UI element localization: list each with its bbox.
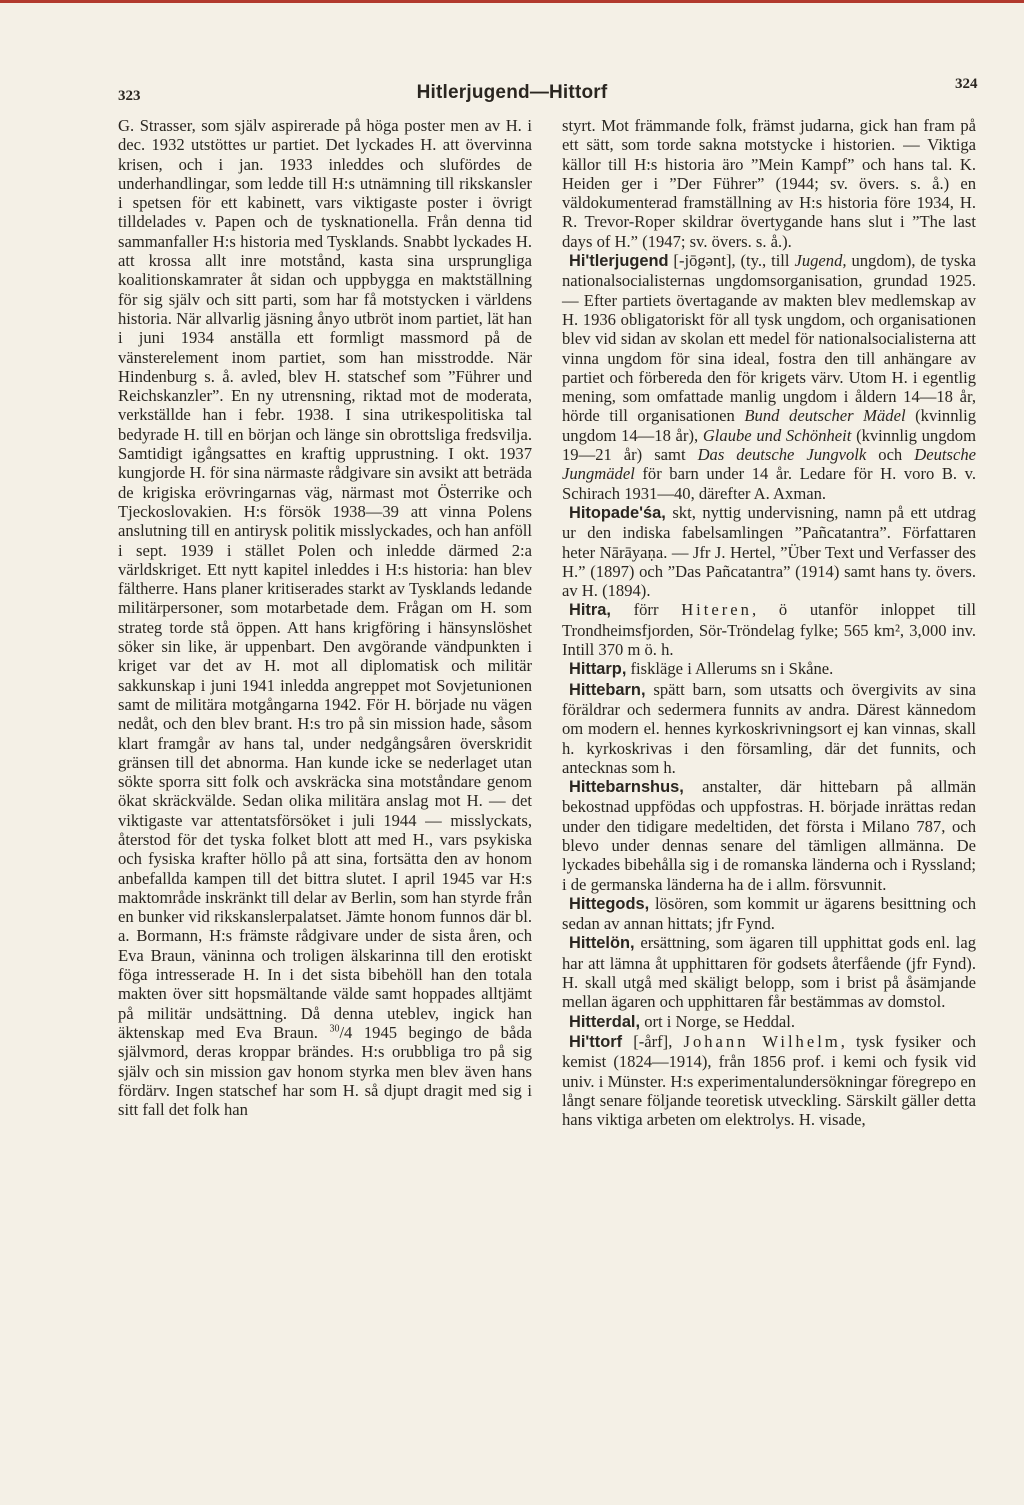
entry-text: [-årf], — [622, 1031, 684, 1051]
entry-italic-text: Jugend, — [794, 251, 847, 271]
entry-text: , tysk fysiker och kemist (1824—1914), från 1856 prof. i kemi och fysik vid univ. i Münster. H:s experimentalundersökningar föregrepo en långt senare följande teoretisk utveckling. Särskilt gäller detta hans viktiga arbeten om elektrolys. H. visade, — [562, 1031, 976, 1130]
dictionary-entry — [562, 933, 976, 1011]
entry-italic-text: Bund deutscher Mädel — [744, 406, 906, 426]
entry-headword: Hittegods, — [569, 894, 650, 913]
entry-italic-text: Glaube und Schönheit — [702, 425, 852, 445]
dictionary-entry — [562, 503, 976, 600]
entry-italic-text: Das deutsche Jungvolk — [697, 445, 867, 465]
dictionary-entry — [562, 777, 976, 894]
entry-headword: Hi'tlerjugend — [569, 252, 669, 271]
entry-text: [-jōgənt], (ty., till — [668, 251, 795, 271]
entry-headword: Hittelön, — [569, 934, 635, 953]
right-column — [562, 116, 976, 1129]
entry-headword: Hittarp, — [569, 660, 627, 679]
entry-text: och — [866, 445, 915, 465]
entry-text: anstalter, där hittebarn på allmän bekostnad uppfödas och uppfostras. H. började inrättas redan under den tidigare medeltiden, det första i Milano 787, och blevo under dennas senare del tämligen allmänna. De lyckades bibehålla sig i de romanska länderna och i Ryssland; i de germanska länderna ha de i allm. försvunnit. — [562, 777, 976, 894]
left-column — [118, 116, 532, 1119]
entry-text: förr — [610, 600, 682, 620]
entry-text: ersättning, som ägaren till upphittat gods enl. lag har att lämna åt upphittaren för godsets återfående (jfr Fynd). H. skall utgå med skäligt belopp, som i brist på åsämjande mellan ägaren och upphittaren får bestämmas av domstol. — [562, 933, 976, 1012]
running-title: Hitlerjugend—Hittorf — [416, 82, 608, 103]
entry-text: (kvinnlig ungdom 19—21 år) samt — [562, 425, 976, 465]
running-header — [0, 76, 1024, 110]
entry-headword: Hittebarn, — [569, 680, 646, 699]
entry-text: skt, nyttig undervisning, namn på ett utdrag ur den indiska fabelsamlingen ”Pañcatantra”. Författaren heter Nārāyaṇa. — Jfr J. Hertel, ”Über Text und Verfasser des H.” (1897) och ”Das Pañcatantra” (1914) samt hans ty. övers. av H. (1894). — [562, 502, 976, 601]
dictionary-entry — [562, 600, 976, 659]
hitler-article-end: styrt. Mot främmande folk, främst judarna, gick han fram på ett sätt, som torde sakna motstycke i historien. — Viktiga källor till H:s historia äro ”Mein Kampf” och hans tal. K. Heiden ger i ”Der Führer” (1944; sv. övers. s. å.) en väldokumenterad framställning av H:s historia före 1934, H. R. Trevor-Roper skildrar övertygande hans slut i ”The last days of H.” (1947; sv. övers. s. å.). — [562, 116, 976, 251]
entry-text: för barn under 14 år. Ledare för H. voro B. v. Schirach 1931—40, därefter A. Axman. — [562, 464, 976, 503]
dictionary-entry — [562, 1012, 976, 1032]
entry-headword: Hitterdal, — [569, 1012, 641, 1031]
entry-headword: Hi'ttorf — [569, 1032, 623, 1051]
entry-italic-text: Deutsche Jungmädel — [562, 445, 976, 484]
entry-text: , ö utanför inloppet till Trondheimsfjorden, Sör-Tröndelag fylke; 565 km², 3,000 inv. Intill 370 m ö. h. — [562, 600, 976, 660]
entry-spaced-name: Johann Wilhelm — [683, 1031, 841, 1051]
entry-text: spätt barn, som utsatts och övergivits av sina föräldrar och sedermera funnits av andra. Därest kännedom om modern el. hennes kyrkoskrivningsort ej kan vinnas, skall h. kyrkoskrivas i den församling, där det funnits, och antecknas som h. — [562, 679, 976, 777]
date-superscript: 30 — [329, 1023, 340, 1035]
entry-text: fiskläge i Allerums sn i Skåne. — [626, 659, 834, 679]
dictionary-entry — [562, 680, 976, 777]
page-number-right: 324 — [955, 76, 978, 92]
hitler-article-continuation: G. Strasser, som själv aspirerade på höga poster men av H. i dec. 1932 utstöttes ur partiet. Det lyckades H. att övervinna krisen, och i jan. 1933 inleddes och slufördes de underhandlingar, som ledde till H:s utnämning till rikskansler i spetsen för ett kabinett, vars viktigaste poster i övrigt tilldelades v. Papen och de tysknationella. Från denna tid sammanfaller H:s historia med Tysklands. Snabbt lyckades H. att krossa allt inre motstånd, kasta sina ursprungliga koalitionskamrater åt sidan och uppbygga en maktställning för sig själv och sitt parti, som har få motstycken i världens historia. När allvarlig jäsning ånyo utbröt inom partiet, lät han i juni 1934 anställa ett formligt massmord på de vänsterelement inom partiet, som han misstrodde. När Hindenburg s. å. avled, blev H. statschef som ”Führer und Reichskanzler”. En ny utrensning, riktad mot de moderata, verkställde han i febr. 1938. I sina utrikespolitiska tal bedyrade H. till en början och länge sin obrottsliga fredsvilja. Samtidigt igångsattes en kraftig upprustning. I okt. 1937 kungjorde H. för sina närmaste rådgivare sin avsikt att beträda de krigiska erövringarnas väg, närmast mot Österrike och Tjeckoslovakien. H:s försök 1938—39 att vinna Polens anslutning till en antirysk politik misslyckades, och han anföll i sept. 1939 i stället Polen och inledde därmed 2:a världskriget. Ett nytt kapitel inleddes i H:s historia: han blev fältherre. Hans planer kritiserades starkt av Tysklands ledande militärpersoner, som motarbetade dem. Frågan om H. som strateg torde stå öppen. Att hans krigföring i hänsynslöshet söker sin like, är uppenbart. Den avgörande vändpunkten i kriget var det av H. mot all diplomatisk och militär sakkunskap i juni 1941 inledda angreppet mot Sovjetunionen samt de militära motgångarna 1942. För H. började nu vägen nedåt, och den blev brant. H:s tro på sin mission hade, såsom klart framgår av hans tal, under nedgångsåren överskridit gränsen till det abnorma. Han kunde icke se nederlaget utan sökte sporra sitt folk och avskräcka sina motståndare genom ökat skräckvälde. Sedan olika militära anslag mot H. — det viktigaste var attentatsförsöket i juli 1944 — misslyckats, återstod för det tyska folket blott att med H., vars psykiska och fysiska krafter höllo på att sina, fortsätta den av honom anbefallda kampen till det bittra slutet. I april 1945 var H:s maktområde inskränkt till delar av Berlin, som han styrde från en bunker vid rikskanslerpalatset. Jämte honom funnos där bl. a. Bormann, H:s främste rådgivare under de sista åren, och Eva Braun, väninna och troligen älskarinna till den erotiskt föga intresserade H. In i det sista bibehöll han den totala makten över sitt hopsmältande välde samt hoppades alltjämt på militär undsättning. Då denna uteblev, ingick han äktenskap med Eva Braun. $^{30}$/4 1945 begingo de båda självmord, deras kroppar brändes. H:s orubbliga tro på sig själv och sin mission gav honom styrka men blev även hans fördärv. Ingen statschef har som H. så djupt dragit med sig i sitt fall det folk han — [118, 116, 532, 1120]
entry-headword: Hitra, — [569, 601, 611, 620]
page-number-left: 323 — [118, 88, 141, 104]
dictionary-entry — [562, 1032, 976, 1129]
entry-text: lösören, som kommit ur ägarens besittning och sedan av annan hittats; jfr Fynd. — [562, 893, 976, 934]
entry-text: (kvinnlig ungdom 14—18 år), — [562, 406, 977, 445]
dictionary-entry — [562, 659, 976, 679]
entry-list — [562, 251, 976, 1129]
entry-headword: Hitopade'śa, — [569, 503, 666, 522]
page-top-rule — [0, 0, 1024, 3]
entry-text: ungdom), de tyska nationalsocialisternas ungdomsorganisation, grundad 1925. — Efter partiets övertagande av makten blev medlemskap av H. 1936 obligatoriskt för all tysk ungdom, och organisationen blev vid sidan av skolan ett medel för nationalsocialisterna att vinna ungdom för sina ideal, fostra den till anhängare av partiet och förbereda den för krigets värv. Utom H. i egentlig mening, som omfattade manlig ungdom i åldern 14—18 år, hörde till organisationen — [562, 251, 977, 426]
entry-text: ort i Norge, se Heddal. — [640, 1011, 796, 1031]
entry-headword: Hittebarnshus, — [569, 778, 684, 797]
entry-spaced-name: Hiteren — [681, 600, 752, 620]
dictionary-entry — [562, 894, 976, 934]
dictionary-entry — [562, 251, 976, 503]
